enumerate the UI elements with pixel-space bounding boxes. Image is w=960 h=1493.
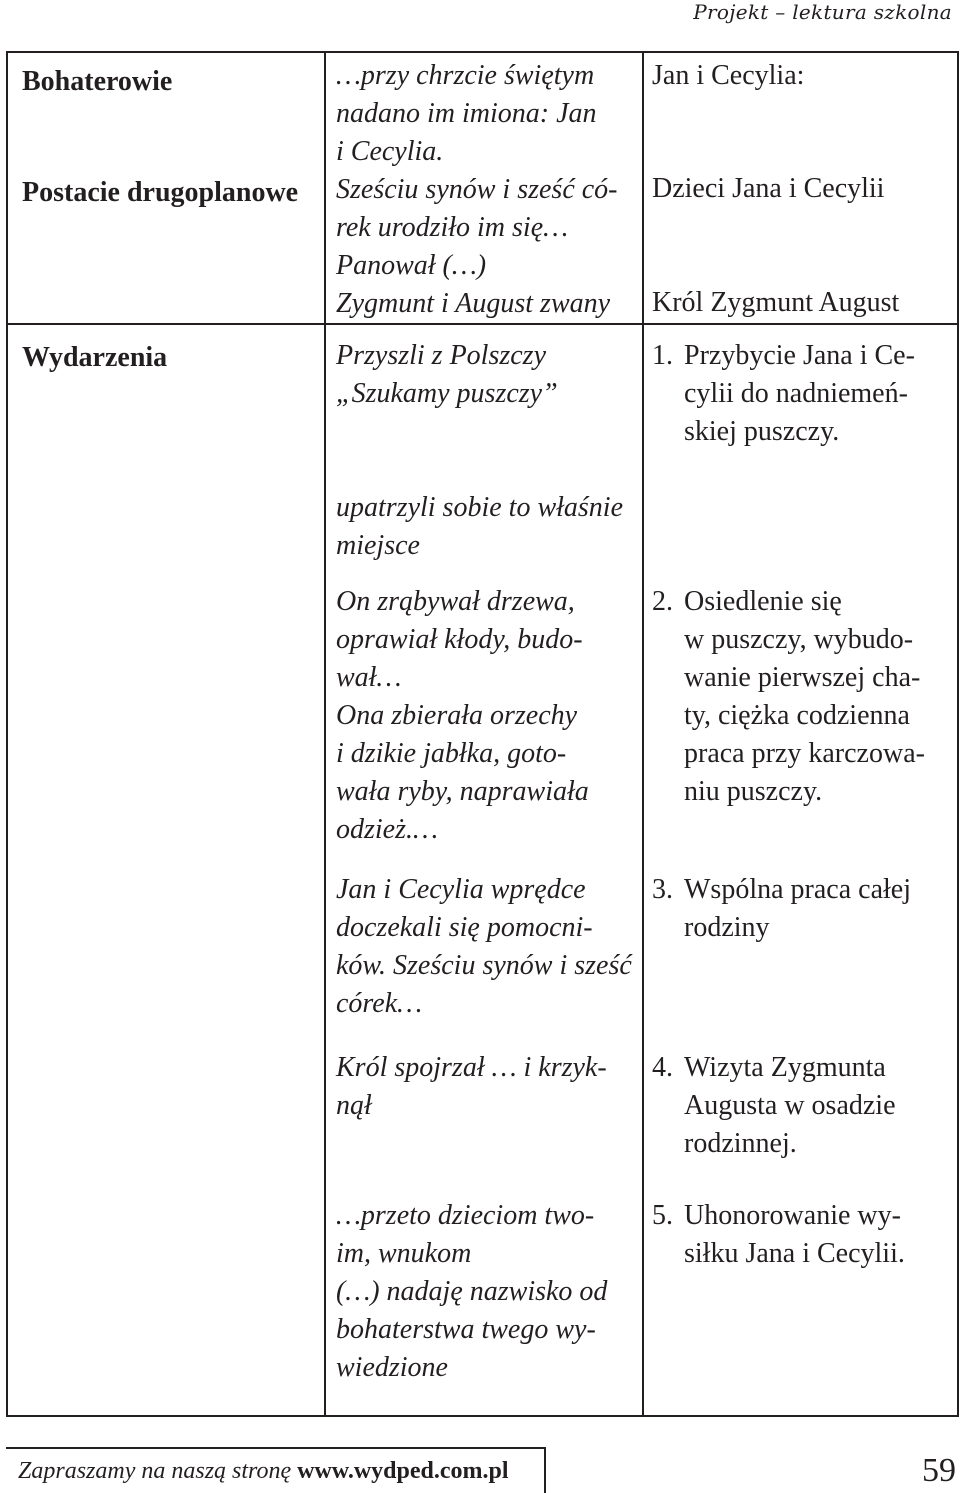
event-line: Przybycie Jana i Ce- — [684, 340, 915, 371]
quote-line: …przeto dzieciom two- — [336, 1200, 595, 1231]
answers-cell — [643, 52, 958, 324]
quote-line: wał… — [336, 662, 402, 693]
event-item-1 — [652, 337, 957, 451]
quote-line: odzież.… — [336, 814, 438, 845]
quote-line: miejsce — [336, 530, 420, 561]
event-line: Augusta w osadzie — [684, 1090, 896, 1121]
page-number: 59 — [922, 1452, 956, 1489]
row-labels-cell — [7, 324, 325, 1416]
event-line: w puszczy, wybudo- — [684, 624, 914, 655]
quote-line: oprawiał kłody, budo- — [336, 624, 583, 655]
answer-heroes: Jan i Cecylia: — [652, 60, 805, 91]
table-row — [7, 52, 958, 324]
event-line: Osiedlenie się — [684, 586, 842, 617]
quote-line: Przyszli z Polszczy — [336, 340, 546, 371]
event-number: 4. — [652, 1052, 673, 1083]
quote-group-1 — [336, 337, 642, 565]
quote-line: ków. Sześciu synów i sześć — [336, 950, 632, 981]
quote-line: i dzikie jabłka, goto- — [336, 738, 567, 769]
page-header: Projekt – lektura szkolna — [693, 0, 952, 24]
quote-line: bohaterstwa twego wy- — [336, 1314, 596, 1345]
event-item-5 — [652, 1197, 957, 1273]
quote-group-5 — [336, 1197, 642, 1387]
footer-invite-text: Zapraszamy na naszą stronę — [18, 1458, 292, 1484]
event-item-2 — [652, 583, 957, 811]
quote-line: „Szukamy puszczy” — [336, 378, 558, 409]
quote-line: wała ryby, naprawiała — [336, 776, 589, 807]
quote-line: Sześciu synów i sześć có- — [336, 174, 618, 205]
book-analysis-table — [6, 51, 959, 1417]
quote-group-2 — [336, 583, 642, 849]
quote-line: rek urodziło im się… — [336, 212, 569, 243]
quotes-cell — [325, 52, 643, 324]
event-item-3 — [652, 871, 957, 947]
event-line: wanie pierwszej cha- — [684, 662, 921, 693]
event-line: rodzinnej. — [684, 1128, 797, 1159]
quote-line: im, wnukom — [336, 1238, 472, 1269]
quote-group-3 — [336, 871, 642, 1023]
event-number: 1. — [652, 340, 673, 371]
event-number: 2. — [652, 586, 673, 617]
quote-line: Panował (…) — [336, 250, 487, 281]
event-line: praca przy karczowa- — [684, 738, 925, 769]
quote-line: córek… — [336, 988, 423, 1019]
answer-king: Król Zygmunt August — [652, 287, 900, 318]
quote-line: …przy chrzcie świętym — [336, 60, 595, 91]
quote-line: upatrzyli sobie to właśnie — [336, 492, 623, 523]
event-line: Wizyta Zygmunta — [684, 1052, 886, 1083]
quote-line: Król spojrzał … i krzyk- — [336, 1052, 607, 1083]
event-line: cylii do nadniemeń- — [684, 378, 908, 409]
quote-line: Ona zbierała orzechy — [336, 700, 578, 731]
label-postacie-drugoplanowe: Postacie drugoplanowe — [22, 177, 299, 208]
quote-line: (…) nadaję nazwisko od — [336, 1276, 608, 1307]
quote-group-4 — [336, 1049, 642, 1125]
event-line: niu puszczy. — [684, 776, 823, 807]
footer-url-link[interactable]: www.wydped.com.pl — [297, 1458, 509, 1484]
quote-line: wiedzione — [336, 1352, 448, 1383]
event-line: rodziny — [684, 912, 770, 943]
footer-invite-box — [6, 1447, 546, 1493]
event-line: ty, ciężka codzienna — [684, 700, 910, 731]
event-number: 3. — [652, 874, 673, 905]
quote-line: i Cecylia. — [336, 136, 444, 167]
quote-line: nął — [336, 1090, 372, 1121]
label-wydarzenia: Wydarzenia — [22, 342, 168, 373]
row-labels-cell — [7, 52, 325, 324]
event-line: Uhonorowanie wy- — [684, 1200, 901, 1231]
event-line: siłku Jana i Cecylii. — [684, 1238, 905, 1269]
quotes-cell — [325, 324, 643, 1416]
answer-children: Dzieci Jana i Cecylii — [652, 173, 885, 204]
label-bohaterowie: Bohaterowie — [22, 66, 173, 97]
events-cell — [643, 324, 958, 1416]
quote-line: doczekali się pomocni- — [336, 912, 593, 943]
event-line: skiej puszczy. — [684, 416, 840, 447]
event-line: Wspólna praca całej — [684, 874, 911, 905]
table-row — [7, 324, 958, 1416]
quote-line: nadano im imiona: Jan — [336, 98, 597, 129]
event-number: 5. — [652, 1200, 673, 1231]
event-item-4 — [652, 1049, 957, 1163]
quote-line: Jan i Cecylia wprędce — [336, 874, 586, 905]
quote-line: On zrąbywał drzewa, — [336, 586, 575, 617]
quote-line: Zygmunt i August zwany — [336, 288, 611, 319]
